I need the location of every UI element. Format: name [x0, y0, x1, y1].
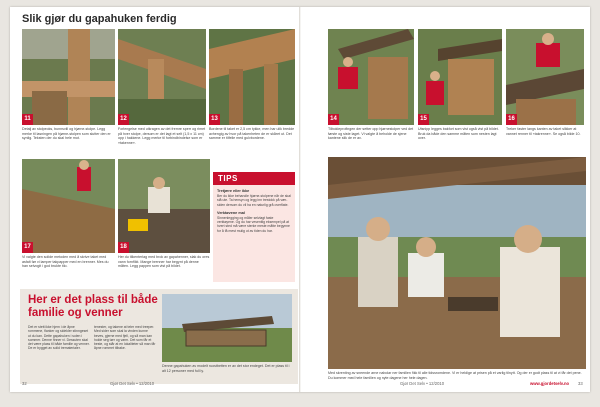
photo-17: [22, 159, 115, 253]
tips-subheading: Tretjære eller ikke: [217, 189, 250, 193]
photo-caption: Tilbokleprofingen der setter opp hjørnestolper ved det første og siste laget. Vi valgte å beholde de sjene kantene slik de er av.: [328, 127, 414, 141]
photo-caption: Treker faster langs kanten av taket slikker at vannet renner til «takrenne». Se også bilde 10.: [506, 127, 581, 136]
tips-box: [213, 172, 295, 282]
photo-number: 11: [22, 114, 33, 125]
feature-box: [20, 289, 298, 384]
photo-caption: Bordene til taket er 2,5 cm tykke, men har ulik bredde avhengig av hvor på takenheten de er skåret ut. Det samme er tilfelle med gulvbordene.: [209, 127, 295, 141]
tips-text: Ber du ikke behandle hjørne-stolpene når de skal stå ute. Ta hensyn og legg inn trestokk på vær-siden dersom du vil ha en naturlig grå overflate.: [217, 194, 291, 207]
page-number: 32: [22, 381, 27, 386]
photo-number: 16: [506, 114, 517, 125]
photo-number: 17: [22, 242, 33, 253]
photo-15: [418, 29, 502, 125]
photo-caption: Med skrenting av sneende arne nabolar ner familien fikk til alle tidssromdene. Vi er heldige at prisen på et varlig tilnytt. Og der er godt plass til at vi får det pene. Du kommer med hele familien og nyte dagene her hele dagen.: [328, 371, 582, 380]
page-title: Slik gjør du gapahuken ferdig: [22, 13, 177, 25]
page-number: 33: [578, 381, 583, 386]
magazine-issue: Gjør Det Selv • 12/2010: [110, 381, 155, 386]
photo-number: 15: [418, 114, 429, 125]
photo-16: [506, 29, 584, 125]
feature-heading: Her er det plass til både familie og venner: [28, 294, 158, 319]
photo-11: [22, 29, 115, 125]
photo-13: [209, 29, 295, 125]
photo-number: 12: [118, 114, 129, 125]
photo-caption: Vi valgte den solide metoden med å skrive taket med asfalt før vi lamper takpapper med en brenner. Mes du han selvogit i god brukte tilo.: [22, 255, 109, 269]
photo-gapahuk: [162, 294, 292, 362]
photo-number: 14: [328, 114, 339, 125]
magazine-issue: Gjør Det Selv • 12/2010: [400, 381, 445, 386]
website-link[interactable]: www.gjordetselv.no: [530, 381, 570, 386]
right-page: [300, 7, 590, 392]
photo-number: 18: [118, 242, 129, 253]
feature-text-column: tenester, og takene at teler med treeper. Med sider som skal la vinden kunne beves, gjerne med fjell, og så man kan holde seg tørr og varm. Det som får et beste, og står at en lokaliteter så man får åpne rommet tilbake.: [94, 325, 156, 351]
photo-14: [328, 29, 414, 125]
photo-caption: Detalj av stolpeoks, bunnsvill og hjørne-stolpe. Legg merke til lasningen på hjørne-stolpen som slutter den er synlig. Teksten der du skal hele mot.: [22, 127, 111, 141]
tips-subheading: Verktøvene mal: [217, 210, 245, 215]
photo-caption: Denne gapahuken av modelt ruostbetten er av det stor endeget. Det er plass til i alt 12 personer med full ly.: [162, 364, 290, 373]
feature-text-column: Det er stett ikke hjem i de åpne rommene, flanker og sidekler stinngeset ut du kan. Dette gapahuken i solen i sommer. Denne finner vi. Dessuten skal det være plass til både familie og venner. De er bygget av solid trematerialer.: [28, 325, 90, 351]
photo-main-family: [328, 157, 586, 369]
photo-caption: Her du tilkenterlag med brok av gapahenner, slak du ores vann fornflikt. Mange brenner har begynt på denne måten. Legg pappen som vist på bildet.: [118, 255, 210, 269]
left-page: [10, 7, 300, 392]
tips-heading: TIPS: [213, 172, 295, 185]
photo-caption: Forlengelse med utkragen av det fremre sperr og rimet på hver stolpe, dersom er det lagt et selt (1,5 x 11 cm) opp i hakkene. Legg merke til forbindbindelse som er «takenne».: [118, 127, 206, 145]
magazine-spread: [10, 7, 590, 392]
tips-text: Sinnenlegging og måler selvlagt faste verktøyene. Og du har vesentlig eksempel på at hvert sted må være sterke meste måtte begynne for å få mest mulig ut av tiden du har.: [217, 215, 290, 233]
photo-caption: Utsnipp legges bakfort som vist også vist på bildet. Bruk da både den samme måten som nesten lagt over.: [418, 127, 499, 141]
photo-18: [118, 159, 210, 253]
photo-12: [118, 29, 206, 125]
photo-number: 13: [209, 114, 220, 125]
